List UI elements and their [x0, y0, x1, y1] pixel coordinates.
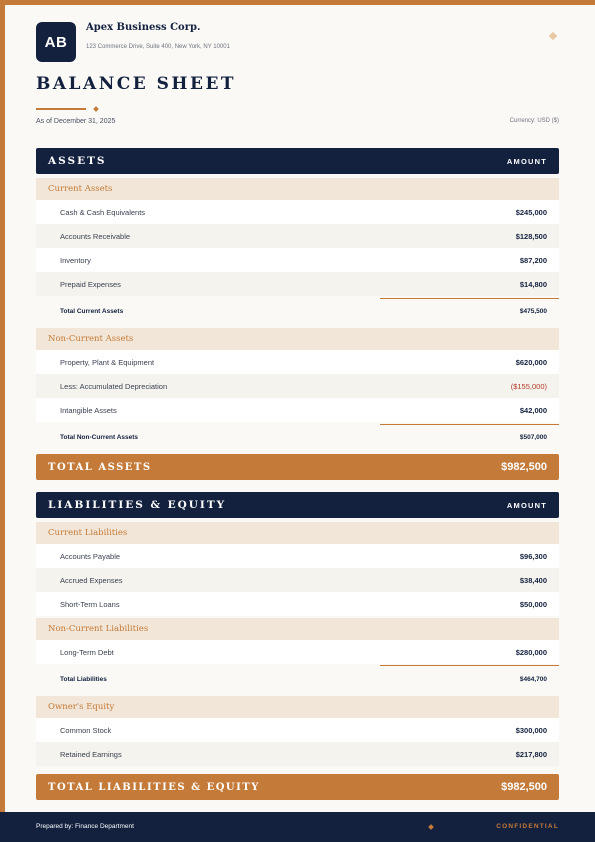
subtotal-rule: [380, 665, 559, 666]
line-item: [36, 248, 559, 272]
category-label: Non-Current Assets: [48, 334, 134, 344]
category-label: Owner's Equity: [48, 702, 115, 712]
line-item-value: $245,000: [515, 207, 547, 217]
liabilities-amount-header: AMOUNT: [506, 500, 547, 510]
total-liabilities-equity-band: [36, 774, 559, 800]
line-item-value: $14,800: [519, 279, 547, 289]
diamond-ornament-icon: [549, 32, 557, 40]
left-accent-strip: [0, 0, 5, 842]
report-date: As of December 31, 2025: [36, 118, 116, 125]
liabilities-equity-section-title: LIABILITIES & EQUITY: [48, 499, 227, 511]
line-item-label: Less: Accumulated Depreciation: [60, 381, 168, 391]
line-item-label: Prepaid Expenses: [60, 279, 121, 289]
line-item: [36, 398, 559, 422]
subtotal-value: $464,700: [519, 675, 547, 683]
line-item: [36, 568, 559, 592]
assets-amount-header: AMOUNT: [506, 156, 547, 166]
line-item-label: Property, Plant & Equipment: [60, 357, 155, 367]
liabilities-equity-section-header: [36, 492, 559, 518]
prepared-by: Prepared by: Finance Department: [36, 823, 134, 830]
line-item: [36, 592, 559, 616]
line-item: [36, 200, 559, 224]
category-owners-equity: [36, 696, 559, 718]
line-item-label: Common Stock: [60, 725, 112, 735]
confidential-label: CONFIDENTIAL: [496, 823, 559, 830]
line-item: [36, 742, 559, 766]
subtotal-label: Total Non-Current Assets: [60, 433, 139, 441]
category-non-current-assets: [36, 328, 559, 350]
category-label: Current Assets: [48, 184, 113, 194]
category-label: Non-Current Liabilities: [48, 624, 149, 634]
line-item-value-negative: ($155,000): [510, 381, 547, 391]
line-item-label: Cash & Cash Equivalents: [60, 207, 146, 217]
title-diamond-icon: [93, 106, 99, 112]
line-item-value: $217,800: [515, 749, 547, 759]
assets-section-title: ASSETS: [48, 155, 107, 167]
category-label: Current Liabilities: [48, 528, 128, 538]
total-value: $982,500: [501, 781, 547, 793]
document-header: [36, 22, 559, 62]
currency-note: Currency: USD ($): [509, 118, 559, 124]
line-item: [36, 718, 559, 742]
subtotal-value: $507,000: [519, 433, 547, 441]
total-label: TOTAL LIABILITIES & EQUITY: [48, 781, 260, 793]
total-label: TOTAL ASSETS: [48, 461, 152, 473]
category-current-assets: [36, 178, 559, 200]
company-name: Apex Business Corp.: [86, 22, 201, 33]
line-item-label: Short-Term Loans: [60, 599, 120, 609]
assets-section-header: [36, 148, 559, 174]
line-item-value: $50,000: [519, 599, 547, 609]
line-item-value: $280,000: [515, 647, 547, 657]
line-item-value: $128,500: [515, 231, 547, 241]
subtotal-label: Total Liabilities: [60, 675, 107, 683]
subtotal-row: [36, 299, 559, 323]
total-assets-band: [36, 454, 559, 480]
line-item: [36, 350, 559, 374]
subtotal-value: $475,500: [519, 307, 547, 315]
top-accent-strip: [0, 0, 595, 5]
line-item-label: Intangible Assets: [60, 405, 117, 415]
line-item: [36, 640, 559, 664]
footer-diamond-icon: [428, 824, 434, 830]
category-non-current-liabilities: [36, 618, 559, 640]
category-current-liabilities: [36, 522, 559, 544]
line-item-label: Accounts Payable: [60, 551, 121, 561]
subtotal-label: Total Current Assets: [60, 307, 124, 315]
page-footer: [0, 812, 595, 842]
line-item-value: $96,300: [519, 551, 547, 561]
line-item-value: $38,400: [519, 575, 547, 585]
line-item-value: $87,200: [519, 255, 547, 265]
total-value: $982,500: [501, 461, 547, 473]
line-item-label: Accounts Receivable: [60, 231, 131, 241]
subtotal-row: [36, 425, 559, 449]
subtotal-row: [36, 667, 559, 691]
line-item: [36, 544, 559, 568]
line-item-value: $42,000: [519, 405, 547, 415]
company-address: 123 Commerce Drive, Suite 400, New York, NY 10001: [86, 44, 230, 50]
line-item: [36, 224, 559, 248]
title-underline: [36, 108, 86, 110]
line-item: [36, 272, 559, 296]
line-item-label: Accrued Expenses: [60, 575, 123, 585]
line-item: [36, 374, 559, 398]
company-logo: AB: [36, 22, 76, 62]
line-item-label: Retained Earnings: [60, 749, 122, 759]
line-item-label: Inventory: [60, 255, 91, 265]
page-title: BALANCE SHEET: [36, 74, 237, 94]
line-item-value: $300,000: [515, 725, 547, 735]
line-item-value: $620,000: [515, 357, 547, 367]
line-item-label: Long-Term Debt: [60, 647, 114, 657]
